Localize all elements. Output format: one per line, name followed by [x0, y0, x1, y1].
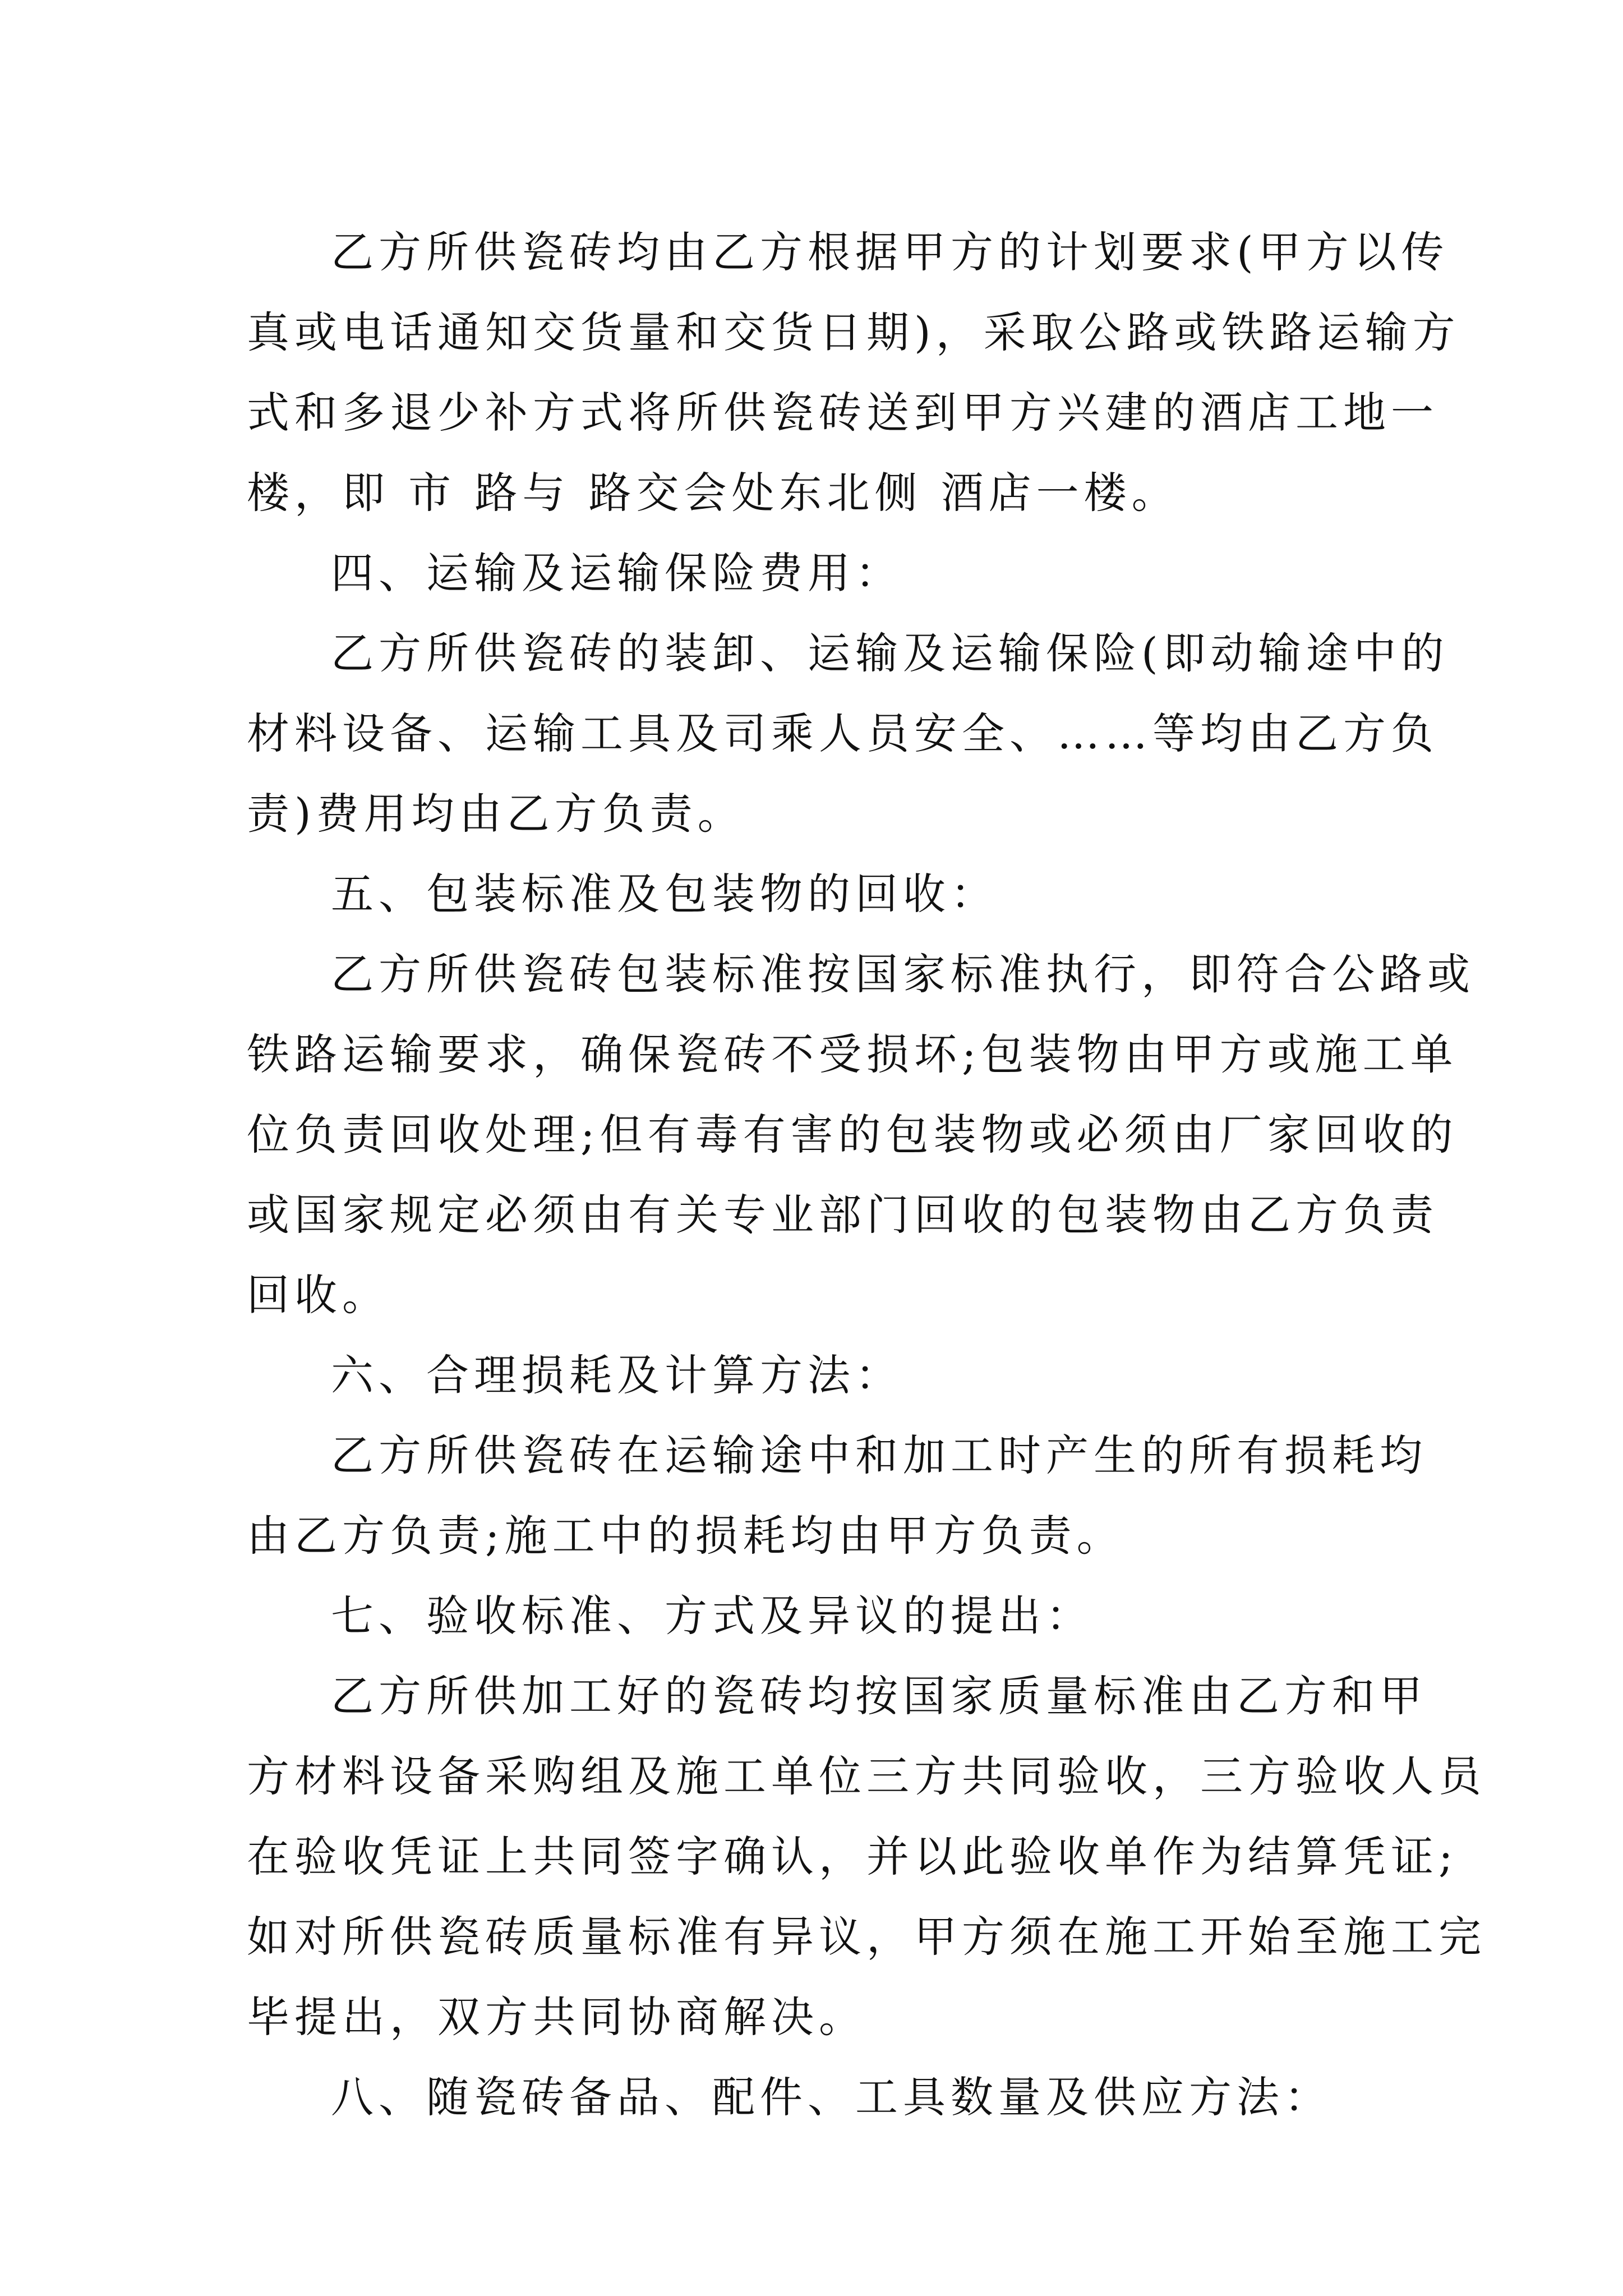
section-heading: 五、包装标准及包装物的回收：: [331, 869, 998, 919]
text-line: 方材料设备采购组及施工单位三方共同验收，三方验收人员: [247, 1751, 1486, 1801]
text-line: 真或电话通知交货量和交货日期)，采取公路或铁路运输方: [247, 307, 1460, 357]
text-line: 在验收凭证上共同签字确认，并以此验收单作为结算凭证;: [247, 1832, 1458, 1881]
section-heading: 四、运输及运输保险费用：: [331, 548, 903, 598]
text-line: 楼，即 市 路与 路交会处东北侧 酒店一楼。: [247, 468, 1179, 518]
text-line: 乙方所供加工好的瓷砖均按国家质量标准由乙方和甲: [331, 1671, 1427, 1721]
paragraph-section-7: [247, 1656, 1486, 2057]
text-line: 乙方所供瓷砖的装卸、运输及运输保险(即动输途中的: [331, 628, 1449, 678]
text-line: 乙方所供瓷砖均由乙方根据甲方的计划要求(甲方以传: [331, 227, 1449, 277]
heading-section-5: [247, 854, 1385, 934]
heading-section-6: [247, 1335, 1385, 1415]
paragraph-delivery-terms: [247, 212, 1460, 533]
text-line: 乙方所供瓷砖包装标准按国家标准执行，即符合公路或: [331, 949, 1475, 999]
paragraph-section-6: [247, 1415, 1427, 1576]
text-line: 回收。: [247, 1270, 390, 1320]
paragraph-section-4: [247, 613, 1449, 854]
text-line: 式和多退少补方式将所供瓷砖送到甲方兴建的酒店工地一: [247, 388, 1438, 438]
text-line: 或国家规定必须由有关专业部门回收的包装物由乙方负责: [247, 1190, 1438, 1240]
text-line: 毕提出，双方共同协商解决。: [247, 1992, 866, 2042]
text-line: 铁路运输要求，确保瓷砖不受损坏;包装物由甲方或施工单: [247, 1029, 1458, 1079]
section-heading: 八、随瓷砖备品、配件、工具数量及供应方法：: [331, 2072, 1332, 2122]
text-line: 位负责回收处理;但有毒有害的包装物或必须由厂家回收的: [247, 1110, 1458, 1159]
text-line: 如对所供瓷砖质量标准有异议，甲方须在施工开始至施工完: [247, 1912, 1486, 1962]
section-heading: 七、验收标准、方式及异议的提出：: [331, 1591, 1094, 1641]
document-body: [247, 212, 1486, 2137]
heading-section-7: [247, 1576, 1385, 1656]
text-line: 材料设备、运输工具及司乘人员安全、……等均由乙方负: [247, 708, 1438, 758]
text-line: 责)费用均由乙方负责。: [247, 789, 745, 839]
paragraph-section-5: [247, 934, 1475, 1335]
text-line: 由乙方负责;施工中的损耗均由甲方负责。: [247, 1511, 1124, 1561]
heading-section-8: [247, 2057, 1385, 2137]
section-heading: 六、合理损耗及计算方法：: [331, 1350, 903, 1400]
heading-section-4: [247, 533, 1385, 613]
text-line: 乙方所供瓷砖在运输途中和加工时产生的所有损耗均: [331, 1430, 1427, 1480]
